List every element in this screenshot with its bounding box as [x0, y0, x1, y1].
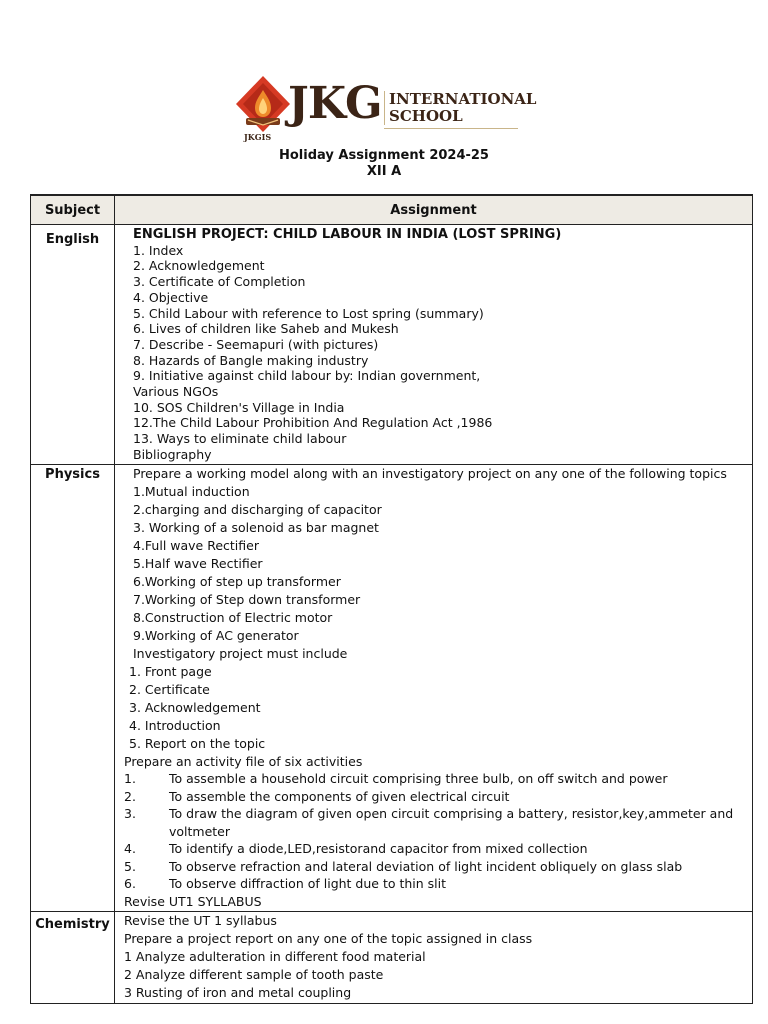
physics-footer-note: Revise UT1 SYLLABUS [124, 893, 262, 909]
list-item: Revise the UT 1 syllabus [124, 912, 277, 928]
list-item: 6. Lives of children like Saheb and Mukesh [133, 321, 399, 337]
project-requirements-heading: Investigatory project must include [133, 646, 348, 661]
activity-text: To assemble the components of given electrical circuit [169, 788, 510, 804]
school-name-line2: SCHOOL [389, 107, 463, 125]
list-item: 5. Child Labour with reference to Lost spring (summary) [133, 305, 484, 321]
table-row-english [31, 225, 753, 465]
activity-number: 1. [124, 771, 136, 786]
list-item: 3. Acknowledgement [129, 700, 261, 715]
list-item: 4. Introduction [129, 718, 221, 733]
activity-number: 6. [124, 876, 136, 891]
activity-text: To identify a diode,LED,resistorand capacitor from mixed collection [169, 841, 588, 856]
activity-number: 2. [124, 788, 136, 804]
list-item: Prepare a project report on any one of the topic assigned in class [124, 930, 533, 946]
activity-number: 4. [124, 841, 136, 856]
list-item: 5. Report on the topic [129, 736, 266, 751]
activity-item [124, 875, 748, 893]
list-item: 10. SOS Children's Village in India [133, 399, 345, 415]
activity-item [124, 840, 748, 858]
activity-item [124, 858, 748, 876]
list-item: 5.Half wave Rectifier [133, 556, 263, 571]
logo-divider [384, 91, 385, 125]
list-item: 2. Certificate [129, 682, 210, 697]
activity-text: To observe refraction and lateral deviation of light incident obliquely on glass slab [169, 858, 683, 874]
subject-english: English [31, 225, 115, 465]
school-name-line1: INTERNATIONAL [389, 90, 537, 108]
activity-number: 5. [124, 858, 136, 874]
header-assignment: Assignment [115, 195, 753, 225]
table-row-chemistry [31, 911, 753, 1003]
list-item: 1. Index [133, 242, 184, 258]
list-item: 1. Front page [129, 664, 212, 679]
activity-number: 3. [124, 806, 136, 821]
english-project-heading: ENGLISH PROJECT: CHILD LABOUR IN INDIA (LOST SPRING) [133, 227, 562, 242]
list-item: Bibliography [133, 446, 212, 462]
list-item: 3. Working of a solenoid as bar magnet [133, 520, 379, 535]
subject-chemistry: Chemistry [31, 911, 115, 1003]
header-subject: Subject [31, 195, 115, 225]
activity-text: To assemble a household circuit comprising three bulb, on off switch and power [169, 771, 668, 786]
activity-item [124, 805, 748, 840]
physics-intro: Prepare a working model along with an investigatory project on any one of the following topics [133, 466, 727, 481]
school-abbreviation: JKGIS [244, 132, 272, 142]
activity-item [124, 788, 748, 806]
list-item: 4. Objective [133, 289, 209, 305]
activity-text: To draw the diagram of given open circuit comprising a battery, resistor,key,ammeter and voltmeter [169, 806, 734, 839]
list-item: 3 Rusting of iron and metal coupling [124, 985, 352, 1001]
activity-file-heading: Prepare an activity file of six activities [124, 754, 363, 769]
school-logo [232, 74, 542, 144]
list-item: 12.The Child Labour Prohibition And Regulation Act ,1986 [133, 415, 493, 431]
logo-rule [384, 128, 518, 129]
class-name: XII A [366, 164, 402, 179]
list-item: 8.Construction of Electric motor [133, 610, 333, 625]
list-item: 2. Acknowledgement [133, 258, 265, 274]
table-row-physics [31, 465, 753, 912]
document-title: Holiday Assignment 2024-25 [279, 148, 489, 163]
school-name-main: JKG [288, 78, 382, 129]
assignment-table [30, 194, 753, 1004]
list-item: 1.Mutual induction [133, 484, 250, 499]
list-item: 2.charging and discharging of capacitor [133, 502, 382, 517]
list-item: 4.Full wave Rectifier [133, 538, 259, 553]
list-item: 6.Working of step up transformer [133, 574, 341, 589]
list-item: 7. Describe - Seemapuri (with pictures) [133, 336, 379, 352]
physics-assignment [115, 465, 753, 912]
chemistry-assignment [115, 911, 753, 1003]
school-emblem-icon [232, 74, 294, 136]
list-item: 3. Certificate of Completion [133, 274, 306, 290]
list-item: 7.Working of Step down transformer [133, 592, 361, 607]
list-item: 2 Analyze different sample of tooth paste [124, 967, 384, 983]
table-header-row [31, 195, 753, 225]
subject-physics: Physics [31, 465, 115, 912]
english-assignment [115, 225, 753, 465]
list-item: 1 Analyze adulteration in different food material [124, 948, 426, 964]
activity-item [124, 770, 748, 788]
list-item: Various NGOs [133, 384, 219, 400]
activity-text: To observe diffraction of light due to thin slit [169, 876, 447, 891]
list-item: 9.Working of AC generator [133, 628, 299, 643]
list-item: 8. Hazards of Bangle making industry [133, 352, 369, 368]
list-item: 9. Initiative against child labour by: Indian government, [133, 368, 481, 384]
list-item: 13. Ways to eliminate child labour [133, 431, 347, 447]
